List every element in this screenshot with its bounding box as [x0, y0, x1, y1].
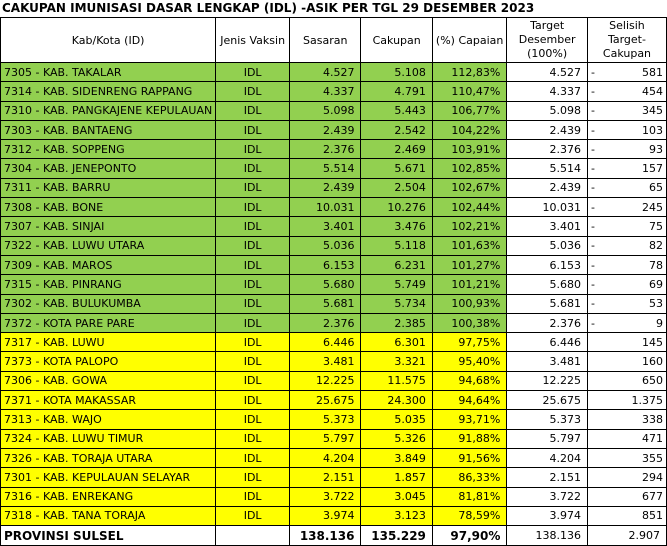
cell-jenis: IDL: [216, 294, 290, 313]
table-row: [1, 63, 667, 82]
cell-target: 5.514: [507, 159, 588, 178]
cell-capaian: 100,93%: [432, 294, 506, 313]
cell-kab: 7312 - KAB. SOPPENG: [1, 140, 216, 159]
cell-selisih-value: 78: [649, 258, 663, 272]
table-row: [1, 198, 667, 217]
cell-jenis: IDL: [216, 448, 290, 467]
table-row: [1, 429, 667, 448]
cell-jenis: IDL: [216, 468, 290, 487]
header-cakupan: Cakupan: [361, 18, 432, 63]
cell-target: 6.446: [507, 333, 588, 352]
cell-kab: 7310 - KAB. PANGKAJENE KEPULAUAN: [1, 101, 216, 120]
cell-jenis: IDL: [216, 217, 290, 236]
cell-selisih-sign: -: [590, 123, 595, 137]
cell-cakupan: 5.326: [361, 429, 432, 448]
cell-cakupan: 10.276: [361, 198, 432, 217]
cell-jenis: IDL: [216, 101, 290, 120]
cell-jenis: IDL: [216, 506, 290, 525]
cell-selisih-value: 355: [642, 451, 663, 465]
cell-sasaran: 5.098: [290, 101, 361, 120]
cell-selisih-value: 69: [649, 277, 663, 291]
cell-kab: 7318 - KAB. TANA TORAJA: [1, 506, 216, 525]
cell-selisih-value: 65: [649, 181, 663, 195]
cell-sasaran: 5.036: [290, 236, 361, 255]
header-kab: Kab/Kota (ID): [1, 18, 216, 63]
cell-sasaran: 5.681: [290, 294, 361, 313]
cell-jenis: IDL: [216, 63, 290, 82]
total-capaian: 97,90%: [432, 526, 506, 546]
cell-capaian: 81,81%: [432, 487, 506, 506]
cell-kab: 7314 - KAB. SIDENRENG RAPPANG: [1, 82, 216, 101]
cell-capaian: 102,85%: [432, 159, 506, 178]
cell-capaian: 101,21%: [432, 275, 506, 294]
cell-sasaran: 3.974: [290, 506, 361, 525]
cell-selisih-value: 53: [649, 297, 663, 311]
cell-capaian: 101,27%: [432, 255, 506, 274]
cell-jenis: IDL: [216, 352, 290, 371]
table-row: [1, 275, 667, 294]
total-cakupan: 135.229: [361, 526, 432, 546]
total-target: 138.136: [507, 526, 588, 546]
cell-selisih-sign: -: [590, 239, 595, 253]
cell-capaian: 94,68%: [432, 371, 506, 390]
cell-capaian: 78,59%: [432, 506, 506, 525]
cell-target: 2.376: [507, 313, 588, 332]
cell-kab: 7308 - KAB. BONE: [1, 198, 216, 217]
cell-selisih: [587, 198, 666, 217]
cell-selisih: [587, 82, 666, 101]
cell-jenis: IDL: [216, 159, 290, 178]
cell-capaian: 102,21%: [432, 217, 506, 236]
cell-selisih-value: 471: [642, 432, 663, 446]
table-row: [1, 294, 667, 313]
cell-selisih-value: 454: [642, 84, 663, 98]
cell-cakupan: 5.671: [361, 159, 432, 178]
cell-capaian: 112,83%: [432, 63, 506, 82]
cell-selisih: [587, 429, 666, 448]
cell-selisih: [587, 333, 666, 352]
cell-kab: 7316 - KAB. ENREKANG: [1, 487, 216, 506]
cell-kab: 7304 - KAB. JENEPONTO: [1, 159, 216, 178]
cell-jenis: IDL: [216, 82, 290, 101]
cell-kab: 7317 - KAB. LUWU: [1, 333, 216, 352]
cell-cakupan: 5.749: [361, 275, 432, 294]
cell-cakupan: 3.849: [361, 448, 432, 467]
cell-capaian: 103,91%: [432, 140, 506, 159]
cell-selisih: [587, 178, 666, 197]
cell-selisih-value: 145: [642, 335, 663, 349]
cell-capaian: 104,22%: [432, 120, 506, 139]
cell-jenis: IDL: [216, 275, 290, 294]
cell-sasaran: 2.151: [290, 468, 361, 487]
cell-kab: 7309 - KAB. MAROS: [1, 255, 216, 274]
cell-selisih: [587, 448, 666, 467]
cell-selisih-value: 82: [649, 239, 663, 253]
cell-target: 6.153: [507, 255, 588, 274]
table-row: [1, 101, 667, 120]
cell-capaian: 101,63%: [432, 236, 506, 255]
cell-selisih: [587, 217, 666, 236]
cell-kab: 7311 - KAB. BARRU: [1, 178, 216, 197]
cell-selisih-sign: -: [590, 200, 595, 214]
cell-kab: 7307 - KAB. SINJAI: [1, 217, 216, 236]
cell-jenis: IDL: [216, 429, 290, 448]
cell-jenis: IDL: [216, 120, 290, 139]
cell-cakupan: 11.575: [361, 371, 432, 390]
cell-cakupan: 5.734: [361, 294, 432, 313]
cell-selisih-sign: -: [590, 297, 595, 311]
cell-selisih-value: 650: [642, 374, 663, 388]
cell-target: 5.680: [507, 275, 588, 294]
cell-sasaran: 5.797: [290, 429, 361, 448]
cell-sasaran: 5.373: [290, 410, 361, 429]
cell-target: 10.031: [507, 198, 588, 217]
cell-target: 2.376: [507, 140, 588, 159]
cell-sasaran: 2.439: [290, 178, 361, 197]
cell-jenis: IDL: [216, 198, 290, 217]
cell-capaian: 102,44%: [432, 198, 506, 217]
cell-selisih: [587, 313, 666, 332]
cell-sasaran: 4.527: [290, 63, 361, 82]
cell-selisih-sign: -: [590, 142, 595, 156]
total-selisih: 2.907: [587, 526, 666, 546]
cell-cakupan: 2.469: [361, 140, 432, 159]
cell-cakupan: 2.504: [361, 178, 432, 197]
cell-kab: 7305 - KAB. TAKALAR: [1, 63, 216, 82]
cell-selisih-value: 103: [642, 123, 663, 137]
cell-selisih-sign: -: [590, 104, 595, 118]
table-row: [1, 468, 667, 487]
cell-capaian: 97,75%: [432, 333, 506, 352]
cell-cakupan: 1.857: [361, 468, 432, 487]
header-capaian: (%) Capaian: [432, 18, 506, 63]
cell-jenis: IDL: [216, 487, 290, 506]
header-row: [1, 18, 667, 63]
cell-cakupan: 3.476: [361, 217, 432, 236]
cell-kab: 7303 - KAB. BANTAENG: [1, 120, 216, 139]
cell-kab: 7313 - KAB. WAJO: [1, 410, 216, 429]
cell-selisih-sign: -: [590, 65, 595, 79]
cell-selisih: [587, 255, 666, 274]
cell-selisih: [587, 410, 666, 429]
cell-target: 4.527: [507, 63, 588, 82]
cell-selisih: [587, 371, 666, 390]
header-target: Target Desember (100%): [507, 18, 588, 63]
table-row: [1, 82, 667, 101]
cell-kab: 7322 - KAB. LUWU UTARA: [1, 236, 216, 255]
cell-selisih-sign: -: [590, 258, 595, 272]
cell-selisih-sign: -: [590, 162, 595, 176]
cell-target: 5.373: [507, 410, 588, 429]
cell-selisih: [587, 352, 666, 371]
cell-selisih-sign: -: [590, 316, 595, 330]
cell-selisih-value: 338: [642, 412, 663, 426]
cell-cakupan: 5.118: [361, 236, 432, 255]
table-row: [1, 448, 667, 467]
cell-cakupan: 3.123: [361, 506, 432, 525]
cell-target: 4.204: [507, 448, 588, 467]
cell-selisih-value: 1.375: [631, 393, 663, 407]
cell-target: 2.439: [507, 120, 588, 139]
table-row: [1, 352, 667, 371]
table-row: [1, 217, 667, 236]
header-selisih: Selisih Target-Cakupan: [587, 18, 666, 63]
cell-sasaran: 12.225: [290, 371, 361, 390]
cell-jenis: IDL: [216, 391, 290, 410]
cell-capaian: 100,38%: [432, 313, 506, 332]
cell-capaian: 94,64%: [432, 391, 506, 410]
cell-selisih-sign: -: [590, 84, 595, 98]
cell-selisih-value: 245: [642, 200, 663, 214]
cell-kab: 7324 - KAB. LUWU TIMUR: [1, 429, 216, 448]
cell-kab: 7326 - KAB. TORAJA UTARA: [1, 448, 216, 467]
cell-cakupan: 6.301: [361, 333, 432, 352]
cell-capaian: 110,47%: [432, 82, 506, 101]
table-row: [1, 333, 667, 352]
cell-cakupan: 5.108: [361, 63, 432, 82]
cell-target: 25.675: [507, 391, 588, 410]
cell-selisih: [587, 140, 666, 159]
cell-jenis: IDL: [216, 410, 290, 429]
cell-sasaran: 4.204: [290, 448, 361, 467]
cell-sasaran: 10.031: [290, 198, 361, 217]
cell-kab: 7373 - KOTA PALOPO: [1, 352, 216, 371]
page-title: CAKUPAN IMUNISASI DASAR LENGKAP (IDL) -ASIK PER TGL 29 DESEMBER 2023: [2, 1, 535, 15]
cell-capaian: 106,77%: [432, 101, 506, 120]
cell-jenis: IDL: [216, 313, 290, 332]
cell-sasaran: 25.675: [290, 391, 361, 410]
cell-jenis: IDL: [216, 236, 290, 255]
cell-jenis: IDL: [216, 140, 290, 159]
cell-cakupan: 2.542: [361, 120, 432, 139]
cell-target: 5.036: [507, 236, 588, 255]
cell-selisih-value: 93: [649, 142, 663, 156]
cell-selisih: [587, 159, 666, 178]
cell-capaian: 91,56%: [432, 448, 506, 467]
cell-selisih-sign: -: [590, 220, 595, 234]
cell-target: 3.481: [507, 352, 588, 371]
table-row: [1, 371, 667, 390]
cell-cakupan: 6.231: [361, 255, 432, 274]
cell-sasaran: 3.401: [290, 217, 361, 236]
cell-cakupan: 2.385: [361, 313, 432, 332]
cell-capaian: 102,67%: [432, 178, 506, 197]
cell-selisih-value: 294: [642, 470, 663, 484]
cell-selisih-value: 157: [642, 162, 663, 176]
cell-kab: 7372 - KOTA PARE PARE: [1, 313, 216, 332]
cell-kab: 7301 - KAB. KEPULAUAN SELAYAR: [1, 468, 216, 487]
cell-jenis: IDL: [216, 178, 290, 197]
cell-target: 5.797: [507, 429, 588, 448]
table-row: [1, 236, 667, 255]
total-sasaran: 138.136: [290, 526, 361, 546]
cell-target: 3.401: [507, 217, 588, 236]
table-row: [1, 255, 667, 274]
cell-target: 2.151: [507, 468, 588, 487]
cell-jenis: IDL: [216, 371, 290, 390]
cell-sasaran: 4.337: [290, 82, 361, 101]
table-row: [1, 313, 667, 332]
cell-cakupan: 3.045: [361, 487, 432, 506]
total-row: [1, 526, 667, 546]
cell-selisih: [587, 391, 666, 410]
cell-kab: 7371 - KOTA MAKASSAR: [1, 391, 216, 410]
cell-sasaran: 6.153: [290, 255, 361, 274]
cell-selisih: [587, 120, 666, 139]
cell-selisih: [587, 275, 666, 294]
cell-target: 3.722: [507, 487, 588, 506]
cell-cakupan: 3.321: [361, 352, 432, 371]
header-sasaran: Sasaran: [290, 18, 361, 63]
cell-selisih-value: 677: [642, 490, 663, 504]
cell-cakupan: 24.300: [361, 391, 432, 410]
cell-sasaran: 2.439: [290, 120, 361, 139]
cell-selisih-value: 851: [642, 509, 663, 523]
cell-cakupan: 5.443: [361, 101, 432, 120]
cell-sasaran: 6.446: [290, 333, 361, 352]
total-label: PROVINSI SULSEL: [1, 526, 216, 546]
cell-sasaran: 2.376: [290, 313, 361, 332]
table-row: [1, 410, 667, 429]
cell-kab: 7315 - KAB. PINRANG: [1, 275, 216, 294]
cell-selisih: [587, 63, 666, 82]
cell-kab: 7306 - KAB. GOWA: [1, 371, 216, 390]
table-row: [1, 178, 667, 197]
table-row: [1, 159, 667, 178]
cell-jenis: IDL: [216, 255, 290, 274]
cell-target: 5.681: [507, 294, 588, 313]
cell-capaian: 86,33%: [432, 468, 506, 487]
cell-target: 3.974: [507, 506, 588, 525]
cell-capaian: 93,71%: [432, 410, 506, 429]
cell-target: 2.439: [507, 178, 588, 197]
cell-cakupan: 5.035: [361, 410, 432, 429]
cell-selisih: [587, 487, 666, 506]
cell-cakupan: 4.791: [361, 82, 432, 101]
table-row: [1, 487, 667, 506]
coverage-table: [0, 17, 667, 546]
cell-target: 12.225: [507, 371, 588, 390]
total-jenis: [216, 526, 290, 546]
header-jenis: Jenis Vaksin: [216, 18, 290, 63]
cell-selisih-value: 345: [642, 104, 663, 118]
table-row: [1, 391, 667, 410]
cell-selisih-value: 581: [642, 65, 663, 79]
cell-selisih-sign: -: [590, 181, 595, 195]
cell-selisih: [587, 294, 666, 313]
table-row: [1, 120, 667, 139]
cell-kab: 7302 - KAB. BULUKUMBA: [1, 294, 216, 313]
cell-sasaran: 2.376: [290, 140, 361, 159]
cell-selisih: [587, 101, 666, 120]
cell-target: 5.098: [507, 101, 588, 120]
cell-capaian: 91,88%: [432, 429, 506, 448]
cell-sasaran: 5.514: [290, 159, 361, 178]
table-row: [1, 140, 667, 159]
cell-capaian: 95,40%: [432, 352, 506, 371]
cell-selisih: [587, 468, 666, 487]
cell-sasaran: 3.722: [290, 487, 361, 506]
cell-sasaran: 5.680: [290, 275, 361, 294]
cell-selisih-value: 75: [649, 220, 663, 234]
cell-target: 4.337: [507, 82, 588, 101]
cell-selisih: [587, 236, 666, 255]
cell-jenis: IDL: [216, 333, 290, 352]
cell-selisih-value: 9: [656, 316, 663, 330]
cell-selisih-value: 160: [642, 355, 663, 369]
cell-selisih-sign: -: [590, 277, 595, 291]
cell-sasaran: 3.481: [290, 352, 361, 371]
